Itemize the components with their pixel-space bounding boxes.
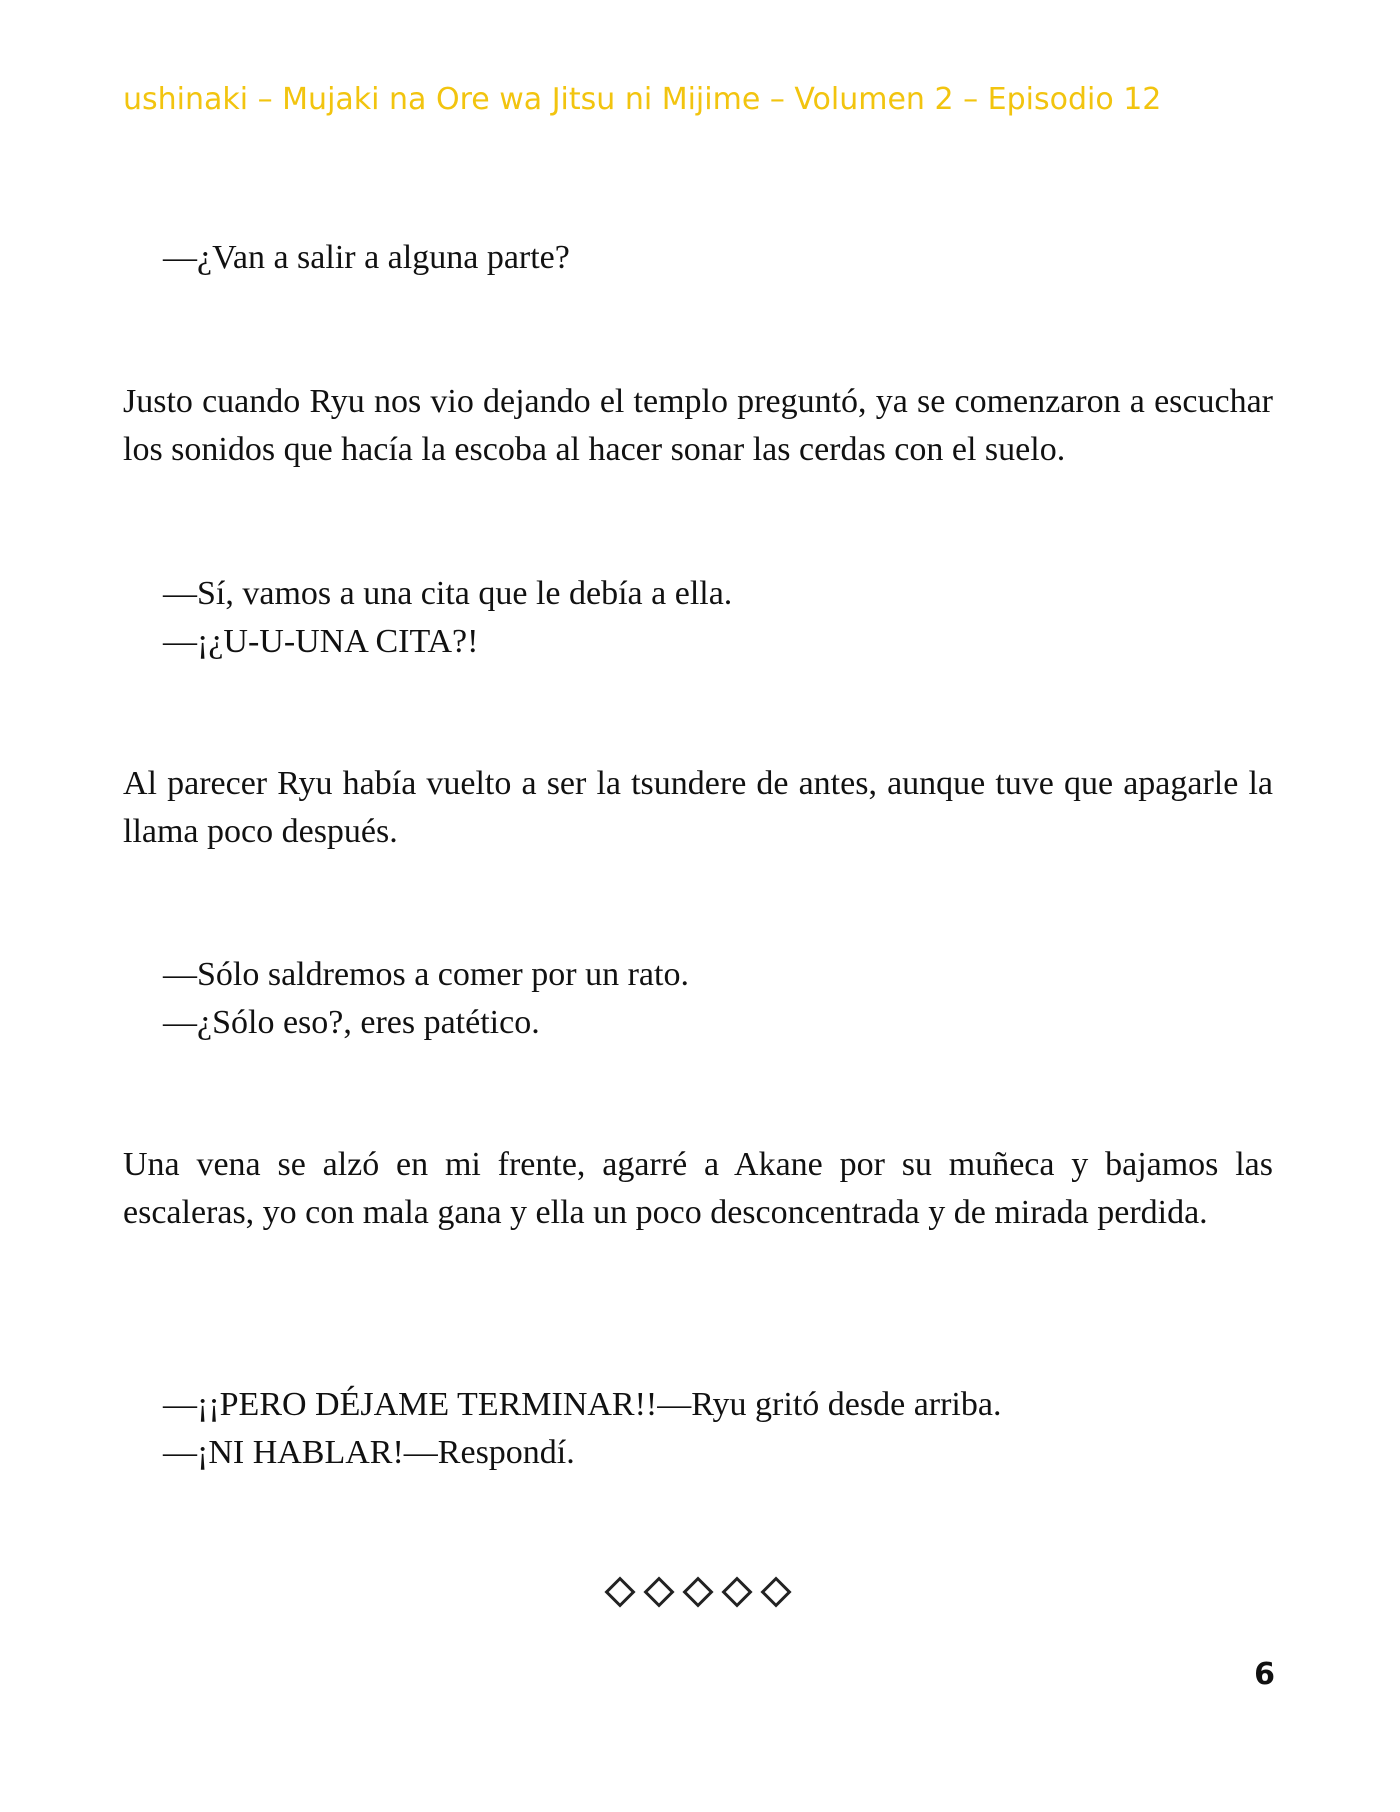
paragraph-2: Al parecer Ryu había vuelto a ser la tsundere de antes, aunque tuve que apagarle la llama poco después. <box>123 765 1273 850</box>
diamond-icon <box>721 1576 752 1607</box>
paragraph-1: Justo cuando Ryu nos vio dejando el templo preguntó, ya se comenzaron a escuchar los sonidos que hacía la escoba al hacer sonar las cerdas con el suelo. <box>123 383 1273 468</box>
dialogue-line: —¿Van a salir a alguna parte? <box>163 239 570 276</box>
page-number: 6 <box>1254 1657 1275 1692</box>
dialogue-line: —Sí, vamos a una cita que le debía a ella. <box>163 575 733 612</box>
dialogue-block-2 <box>123 570 1273 666</box>
diamond-icon <box>760 1576 791 1607</box>
dialogue-block-4 <box>123 1381 1273 1477</box>
diamond-icon <box>643 1576 674 1607</box>
dialogue-block-1 <box>123 234 1273 282</box>
dialogue-block-3 <box>123 951 1273 1047</box>
section-separator <box>0 1575 1400 1609</box>
dialogue-line: —¿Sólo eso?, eres patético. <box>163 1004 540 1041</box>
dialogue-line: —¡NI HABLAR!—Respondí. <box>163 1434 575 1471</box>
dialogue-line: —Sólo saldremos a comer por un rato. <box>163 956 689 993</box>
dialogue-line: —¡¿U-U-UNA CITA?! <box>163 623 479 660</box>
diamond-icon <box>604 1576 635 1607</box>
paragraph-3: Una vena se alzó en mi frente, agarré a Akane por su muñeca y bajamos las escaleras, yo con mala gana y ella un poco desconcentrada y de mirada perdida. <box>123 1146 1273 1231</box>
diamond-icon <box>682 1576 713 1607</box>
running-header: ushinaki – Mujaki na Ore wa Jitsu ni Mijime – Volumen 2 – Episodio 12 <box>123 82 1162 117</box>
dialogue-line: —¡¡PERO DÉJAME TERMINAR!!—Ryu gritó desde arriba. <box>163 1386 1002 1423</box>
